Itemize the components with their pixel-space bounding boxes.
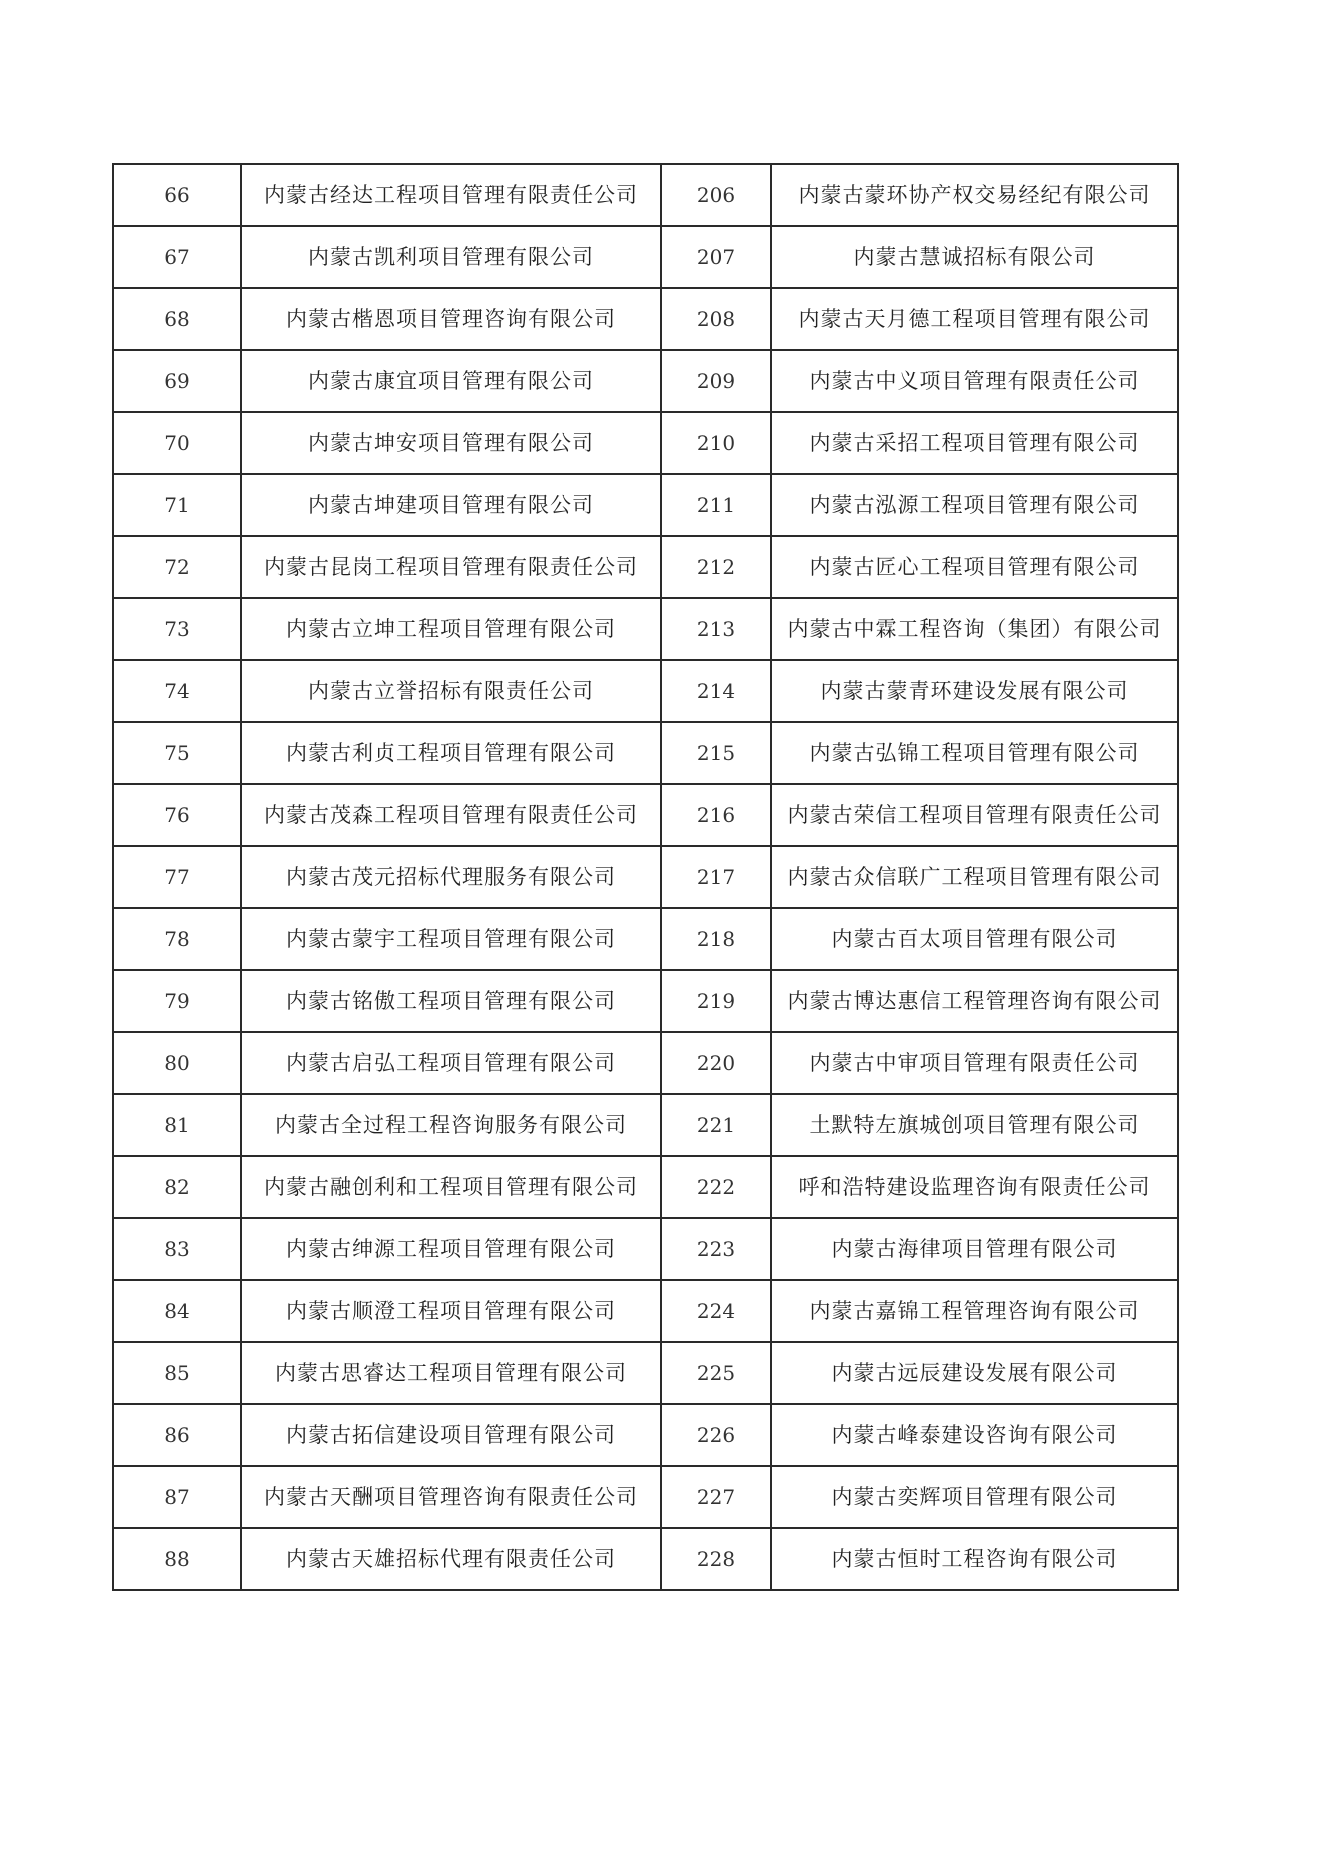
row-number-right: 207 (661, 226, 771, 288)
company-name-left: 内蒙古天雄招标代理有限责任公司 (241, 1528, 661, 1590)
row-number-right: 225 (661, 1342, 771, 1404)
company-name-right: 内蒙古中义项目管理有限责任公司 (771, 350, 1178, 412)
company-name-right: 内蒙古奕辉项目管理有限公司 (771, 1466, 1178, 1528)
table-row (113, 164, 1178, 226)
table-row (113, 784, 1178, 846)
row-number-right: 228 (661, 1528, 771, 1590)
row-number-left: 85 (113, 1342, 241, 1404)
row-number-right: 218 (661, 908, 771, 970)
row-number-left: 69 (113, 350, 241, 412)
company-name-right: 内蒙古泓源工程项目管理有限公司 (771, 474, 1178, 536)
row-number-left: 73 (113, 598, 241, 660)
row-number-left: 81 (113, 1094, 241, 1156)
company-name-right: 内蒙古恒时工程咨询有限公司 (771, 1528, 1178, 1590)
table-row (113, 1466, 1178, 1528)
company-name-left: 内蒙古楷恩项目管理咨询有限公司 (241, 288, 661, 350)
company-name-right: 内蒙古远辰建设发展有限公司 (771, 1342, 1178, 1404)
row-number-left: 87 (113, 1466, 241, 1528)
company-name-left: 内蒙古立誉招标有限责任公司 (241, 660, 661, 722)
row-number-right: 210 (661, 412, 771, 474)
company-name-right: 内蒙古蒙环协产权交易经纪有限公司 (771, 164, 1178, 226)
row-number-right: 216 (661, 784, 771, 846)
company-name-right: 内蒙古众信联广工程项目管理有限公司 (771, 846, 1178, 908)
company-list-table (112, 163, 1179, 1591)
company-name-right: 内蒙古百太项目管理有限公司 (771, 908, 1178, 970)
row-number-right: 212 (661, 536, 771, 598)
row-number-right: 221 (661, 1094, 771, 1156)
company-name-right: 内蒙古峰泰建设咨询有限公司 (771, 1404, 1178, 1466)
company-name-left: 内蒙古利贞工程项目管理有限公司 (241, 722, 661, 784)
company-name-right: 土默特左旗城创项目管理有限公司 (771, 1094, 1178, 1156)
row-number-left: 68 (113, 288, 241, 350)
company-name-left: 内蒙古康宜项目管理有限公司 (241, 350, 661, 412)
row-number-left: 79 (113, 970, 241, 1032)
table-body (113, 164, 1178, 1590)
company-name-left: 内蒙古思睿达工程项目管理有限公司 (241, 1342, 661, 1404)
table-row (113, 412, 1178, 474)
company-name-left: 内蒙古绅源工程项目管理有限公司 (241, 1218, 661, 1280)
company-name-left: 内蒙古顺澄工程项目管理有限公司 (241, 1280, 661, 1342)
company-name-left: 内蒙古全过程工程咨询服务有限公司 (241, 1094, 661, 1156)
row-number-right: 214 (661, 660, 771, 722)
row-number-left: 84 (113, 1280, 241, 1342)
row-number-right: 223 (661, 1218, 771, 1280)
company-name-left: 内蒙古立坤工程项目管理有限公司 (241, 598, 661, 660)
row-number-right: 211 (661, 474, 771, 536)
row-number-right: 226 (661, 1404, 771, 1466)
company-name-right: 内蒙古匠心工程项目管理有限公司 (771, 536, 1178, 598)
row-number-right: 215 (661, 722, 771, 784)
company-name-right: 呼和浩特建设监理咨询有限责任公司 (771, 1156, 1178, 1218)
table-row (113, 970, 1178, 1032)
row-number-right: 206 (661, 164, 771, 226)
company-name-right: 内蒙古蒙青环建设发展有限公司 (771, 660, 1178, 722)
company-name-left: 内蒙古拓信建设项目管理有限公司 (241, 1404, 661, 1466)
table-row (113, 722, 1178, 784)
row-number-left: 75 (113, 722, 241, 784)
table-row (113, 474, 1178, 536)
company-name-right: 内蒙古荣信工程项目管理有限责任公司 (771, 784, 1178, 846)
table-row (113, 1156, 1178, 1218)
company-name-right: 内蒙古博达惠信工程管理咨询有限公司 (771, 970, 1178, 1032)
company-name-left: 内蒙古蒙宇工程项目管理有限公司 (241, 908, 661, 970)
company-name-right: 内蒙古中审项目管理有限责任公司 (771, 1032, 1178, 1094)
table-row (113, 598, 1178, 660)
company-name-right: 内蒙古采招工程项目管理有限公司 (771, 412, 1178, 474)
row-number-left: 88 (113, 1528, 241, 1590)
company-name-right: 内蒙古慧诚招标有限公司 (771, 226, 1178, 288)
company-name-right: 内蒙古嘉锦工程管理咨询有限公司 (771, 1280, 1178, 1342)
table-row (113, 1218, 1178, 1280)
table-row (113, 1032, 1178, 1094)
company-name-left: 内蒙古坤建项目管理有限公司 (241, 474, 661, 536)
row-number-right: 217 (661, 846, 771, 908)
company-name-left: 内蒙古茂元招标代理服务有限公司 (241, 846, 661, 908)
row-number-right: 209 (661, 350, 771, 412)
company-name-left: 内蒙古启弘工程项目管理有限公司 (241, 1032, 661, 1094)
row-number-left: 78 (113, 908, 241, 970)
row-number-left: 77 (113, 846, 241, 908)
row-number-left: 86 (113, 1404, 241, 1466)
table-row (113, 846, 1178, 908)
table-row (113, 1342, 1178, 1404)
row-number-right: 208 (661, 288, 771, 350)
table-row (113, 1528, 1178, 1590)
table-row (113, 908, 1178, 970)
company-name-right: 内蒙古弘锦工程项目管理有限公司 (771, 722, 1178, 784)
company-name-right: 内蒙古天月德工程项目管理有限公司 (771, 288, 1178, 350)
company-name-left: 内蒙古融创利和工程项目管理有限公司 (241, 1156, 661, 1218)
row-number-right: 224 (661, 1280, 771, 1342)
company-name-left: 内蒙古茂森工程项目管理有限责任公司 (241, 784, 661, 846)
table-row (113, 1280, 1178, 1342)
row-number-left: 67 (113, 226, 241, 288)
row-number-left: 76 (113, 784, 241, 846)
company-name-left: 内蒙古经达工程项目管理有限责任公司 (241, 164, 661, 226)
row-number-right: 220 (661, 1032, 771, 1094)
row-number-left: 74 (113, 660, 241, 722)
row-number-right: 227 (661, 1466, 771, 1528)
row-number-left: 82 (113, 1156, 241, 1218)
company-name-left: 内蒙古天酬项目管理咨询有限责任公司 (241, 1466, 661, 1528)
row-number-left: 66 (113, 164, 241, 226)
row-number-left: 70 (113, 412, 241, 474)
table-row (113, 350, 1178, 412)
table-row (113, 660, 1178, 722)
table-row (113, 226, 1178, 288)
row-number-left: 71 (113, 474, 241, 536)
row-number-right: 219 (661, 970, 771, 1032)
company-name-right: 内蒙古海律项目管理有限公司 (771, 1218, 1178, 1280)
row-number-left: 83 (113, 1218, 241, 1280)
row-number-left: 80 (113, 1032, 241, 1094)
company-name-left: 内蒙古凯利项目管理有限公司 (241, 226, 661, 288)
row-number-right: 213 (661, 598, 771, 660)
table-row (113, 536, 1178, 598)
table-row (113, 288, 1178, 350)
company-name-left: 内蒙古昆岗工程项目管理有限责任公司 (241, 536, 661, 598)
company-name-right: 内蒙古中霖工程咨询（集团）有限公司 (771, 598, 1178, 660)
company-name-left: 内蒙古铭傲工程项目管理有限公司 (241, 970, 661, 1032)
table-row (113, 1094, 1178, 1156)
row-number-left: 72 (113, 536, 241, 598)
row-number-right: 222 (661, 1156, 771, 1218)
table-row (113, 1404, 1178, 1466)
company-name-left: 内蒙古坤安项目管理有限公司 (241, 412, 661, 474)
